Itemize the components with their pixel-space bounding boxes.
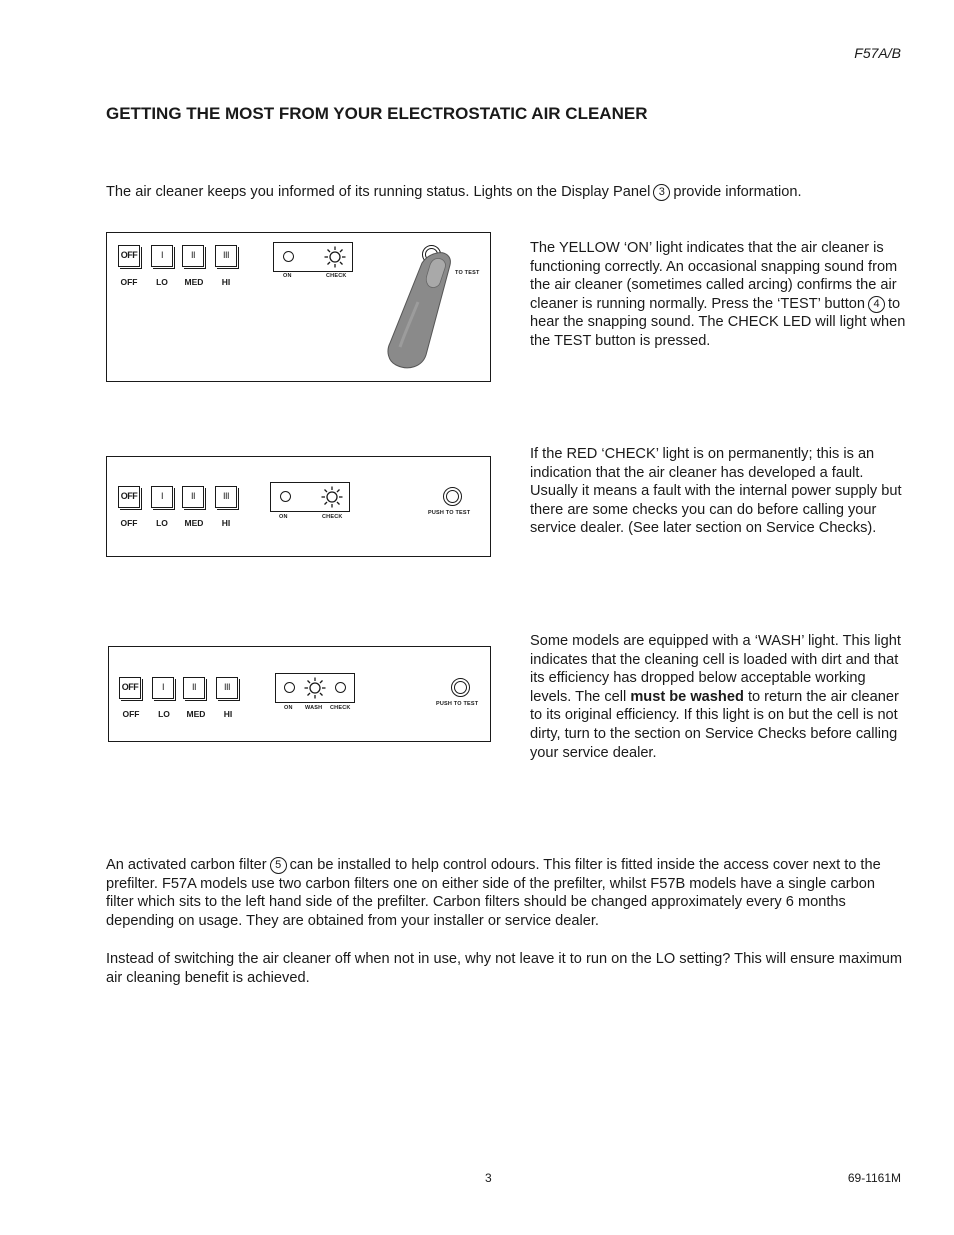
on-led: [284, 682, 295, 693]
label-med: MED: [184, 277, 204, 287]
label-lo: LO: [158, 709, 170, 719]
finger-pressing-icon: [382, 247, 462, 372]
check-led-lit-icon: [324, 246, 346, 268]
speed-button-lo: I: [151, 245, 173, 267]
label-off: OFF: [120, 277, 138, 287]
speed-button-med: II: [183, 677, 205, 699]
label-hi: HI: [223, 709, 233, 719]
check-label: CHECK: [330, 705, 351, 711]
speed-button-hi: III: [215, 486, 237, 508]
label-med: MED: [184, 518, 204, 528]
carbon-filter-paragraph: An activated carbon filter 5 can be installed to help control odours. This filter is fitted inside the access cover next to the prefilter. F57A models use two carbon filters one on either side of the prefilter, whilst F57B models have a single carbon filter which sits to the left hand side of the prefilter. Carbon filters should be changed approximately every 6 months depending on usage. They are obtained from your installer or service dealer.: [106, 857, 881, 929]
label-hi: HI: [221, 518, 231, 528]
section-check-light-text: If the RED ‘CHECK’ light is on permanently; this is an indication that the air cleaner has developed a fault. Usually it means a fault with the internal power supply but there are some checks you can do before calling your service dealer. (See later section on Service Checks).: [530, 446, 902, 537]
label-hi: HI: [221, 277, 231, 287]
wash-label: WASH: [305, 705, 323, 711]
display-panel-wash: [108, 646, 491, 742]
speed-button-lo: I: [151, 486, 173, 508]
page-number: 3: [485, 1171, 492, 1185]
section-wash-light-text: Some models are equipped with a ‘WASH’ light. This light indicates that the cleaning cell is loaded with dirt and that its efficiency has dropped below acceptable working levels. The cell must be washed to return the air cleaner to its original efficiency. If this light is on but the cell is not dirty, turn to the section on Service Checks before calling your service dealer.: [530, 633, 901, 761]
speed-button-lo: I: [152, 677, 174, 699]
on-label: ON: [283, 273, 292, 279]
test-button: [443, 487, 462, 506]
speed-button-med: II: [182, 245, 204, 267]
check-label: CHECK: [326, 273, 347, 279]
speed-button-off: OFF: [118, 245, 140, 267]
speed-button-hi: III: [215, 245, 237, 267]
label-med: MED: [186, 709, 206, 719]
reference-marker: 4: [868, 296, 885, 313]
on-led: [280, 491, 291, 502]
check-label: CHECK: [322, 514, 343, 520]
model-number: F57A/B: [854, 45, 901, 61]
document-number: 69-1161M: [847, 1171, 901, 1185]
led-display: [275, 673, 355, 703]
speed-button-hi: III: [216, 677, 238, 699]
on-label: ON: [284, 705, 293, 711]
page-title: GETTING THE MOST FROM YOUR ELECTROSTATIC AIR CLEANER: [106, 104, 648, 123]
emphasis-text: must be washed: [630, 688, 744, 705]
speed-button-off: OFF: [119, 677, 141, 699]
check-led-lit-icon: [321, 486, 343, 508]
tip-paragraph: Instead of switching the air cleaner off when not in use, why not leave it to run on the LO setting? This will ensure maximum air cleaning benefit is achieved.: [106, 951, 903, 986]
wash-led-lit-icon: [304, 677, 326, 699]
section-on-light-text: The YELLOW ‘ON’ light indicates that the air cleaner is functioning correctly. An occasional snapping sound from the air cleaner (sometimes called arcing) confirms the air cleaner is running normally. Press the ‘TEST’ button 4 to hear the snapping sound. The CHECK LED will light when the TEST button is pressed.: [530, 240, 906, 349]
display-panel-check: [106, 456, 491, 557]
led-display: [273, 242, 353, 272]
test-label: PUSH TO TEST: [436, 701, 479, 707]
led-display: [270, 482, 350, 512]
reference-marker: 3: [653, 184, 670, 201]
test-label: PUSH TO TEST: [428, 510, 471, 516]
test-button: [451, 678, 470, 697]
speed-button-med: II: [182, 486, 204, 508]
on-led: [283, 251, 294, 262]
test-label: TO TEST: [455, 270, 480, 276]
label-lo: LO: [156, 277, 168, 287]
on-label: ON: [279, 514, 288, 520]
label-off: OFF: [120, 518, 138, 528]
check-led: [335, 682, 346, 693]
display-panel-on: [106, 232, 491, 382]
label-lo: LO: [156, 518, 168, 528]
reference-marker: 5: [270, 857, 287, 874]
label-off: OFF: [122, 709, 140, 719]
intro-paragraph: The air cleaner keeps you informed of its running status. Lights on the Display Panel 3 provide information.: [106, 184, 802, 200]
speed-button-off: OFF: [118, 486, 140, 508]
